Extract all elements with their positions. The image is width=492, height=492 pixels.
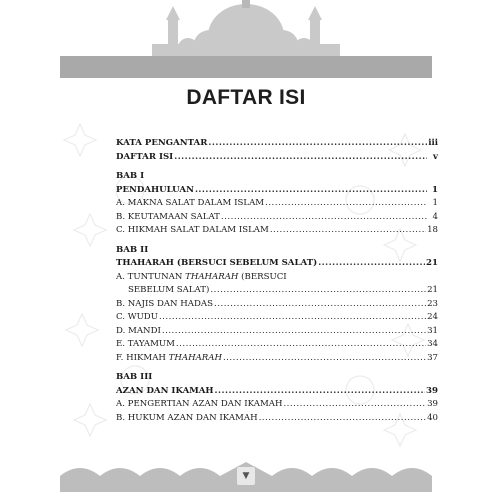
toc-entry[interactable]: A. PENGERTIAN AZAN DAN IKAMAH ..... 39 (116, 399, 438, 413)
toc-entry[interactable]: B. KEUTAMAAN SALAT ..... 4 (116, 212, 438, 226)
toc-entry-azan[interactable]: AZAN DAN IKAMAH ..... 39 (116, 386, 438, 400)
toc-entry-tuntunan-line1[interactable]: A. TUNTUNAN THAHARAH (BERSUCI (116, 271, 287, 282)
chapter-heading: BAB III (116, 372, 153, 382)
mosque-silhouette-icon (60, 0, 432, 80)
toc-entry-hikmah-thaharah[interactable]: F. HIKMAH THAHARAH ..... 37 (116, 353, 438, 367)
toc-entry[interactable]: C. WUDU ..... 24 (116, 312, 438, 326)
chapter-heading: BAB I (116, 171, 145, 181)
toc-entry[interactable]: B. NAJIS DAN HADAS ..... 23 (116, 299, 438, 313)
book-page (60, 0, 438, 492)
toc-entry-tuntunan-line2[interactable]: SEBELUM SALAT) ..... 21 (116, 285, 438, 299)
toc-entry-kata-pengantar[interactable]: KATA PENGANTAR ..... iii (116, 138, 438, 152)
table-of-contents (116, 138, 438, 426)
toc-entry-pendahuluan[interactable]: PENDAHULUAN ..... 1 (116, 185, 438, 199)
chevron-down-icon[interactable]: ▼ (236, 466, 256, 486)
toc-entry[interactable]: D. MANDI ..... 31 (116, 326, 438, 340)
toc-entry[interactable]: B. HUKUM AZAN DAN IKAMAH ..... 40 (116, 413, 438, 427)
toc-entry[interactable]: E. TAYAMUM ..... 34 (116, 339, 438, 353)
toc-entry-thaharah[interactable]: THAHARAH (BERSUCI SEBELUM SALAT) ..... 21 (116, 258, 438, 272)
chapter-heading: BAB II (116, 244, 149, 255)
page-title: DAFTAR ISI (186, 86, 306, 109)
toc-entry[interactable]: A. MAKNA SALAT DALAM ISLAM ..... 1 (116, 198, 438, 212)
toc-entry[interactable]: C. HIKMAH SALAT DALAM ISLAM ..... 18 (116, 225, 438, 239)
toc-entry-daftar-isi[interactable]: DAFTAR ISI ..... v (116, 152, 438, 166)
